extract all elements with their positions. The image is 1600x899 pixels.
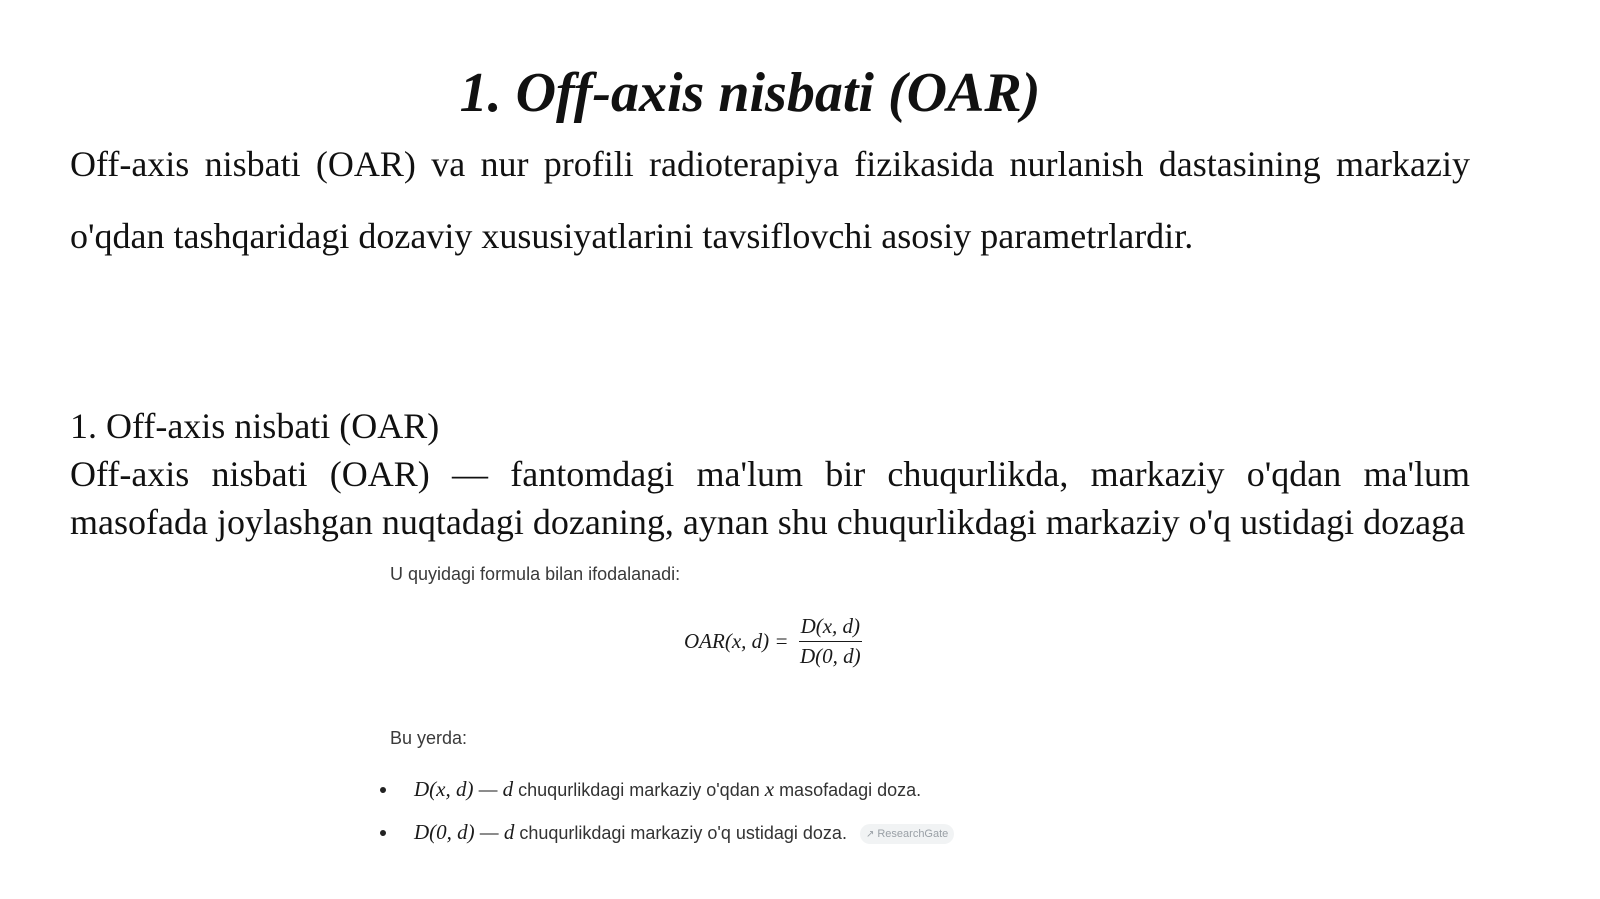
definition-list (380, 768, 954, 854)
definition-text: chuqurlikdagi markaziy o'q ustidagi doza. (514, 823, 847, 843)
slide-title: 1. Off-axis nisbati (OAR) (459, 62, 1041, 124)
definition-text: chuqurlikdagi markaziy o'qdan (513, 780, 765, 800)
definition-item (380, 768, 954, 811)
source-badge-label: ResearchGate (877, 828, 949, 841)
definition-math-var: x (764, 777, 775, 801)
section-body: Off-axis nisbati (OAR) — fantomdagi ma'lum bir chuqurlikda, markaziy o'qdan ma'lum masofada joylashgan nuqtadagi dozaning, aynan shu chuqurlikdagi markaziy o'q ustidagi dozaga (70, 454, 1470, 542)
formula-screenshot (374, 558, 1600, 899)
formula-lhs: OAR(x, d) = (684, 629, 789, 653)
formula-numerator: D(x, d) (799, 614, 862, 642)
oar-formula (684, 614, 862, 669)
definition-text-end: masofadagi doza. (774, 780, 922, 800)
source-badge[interactable] (860, 824, 954, 844)
section-heading: 1. Off-axis nisbati (OAR) (70, 406, 440, 446)
formula-denominator: D(0, d) (799, 644, 861, 668)
bullet-icon (380, 787, 386, 793)
where-label: Bu yerda: (390, 728, 468, 748)
bullet-icon (380, 830, 386, 836)
link-icon: ↗ (865, 829, 875, 841)
definition-math: D(0, d) — d (414, 820, 515, 844)
formula-fraction (799, 614, 862, 669)
definition-math: D(x, d) — d (414, 777, 514, 801)
definition-item (380, 811, 954, 854)
intro-paragraph: Off-axis nisbati (OAR) va nur profili radioterapiya fizikasida nurlanish dastasining markaziy o'qdan tashqaridagi dozaviy xususiyatlarini tavsiflovchi asosiy parametrlardir. (70, 144, 1470, 256)
formula-intro: U quyidagi formula bilan ifodalanadi: (390, 564, 681, 584)
